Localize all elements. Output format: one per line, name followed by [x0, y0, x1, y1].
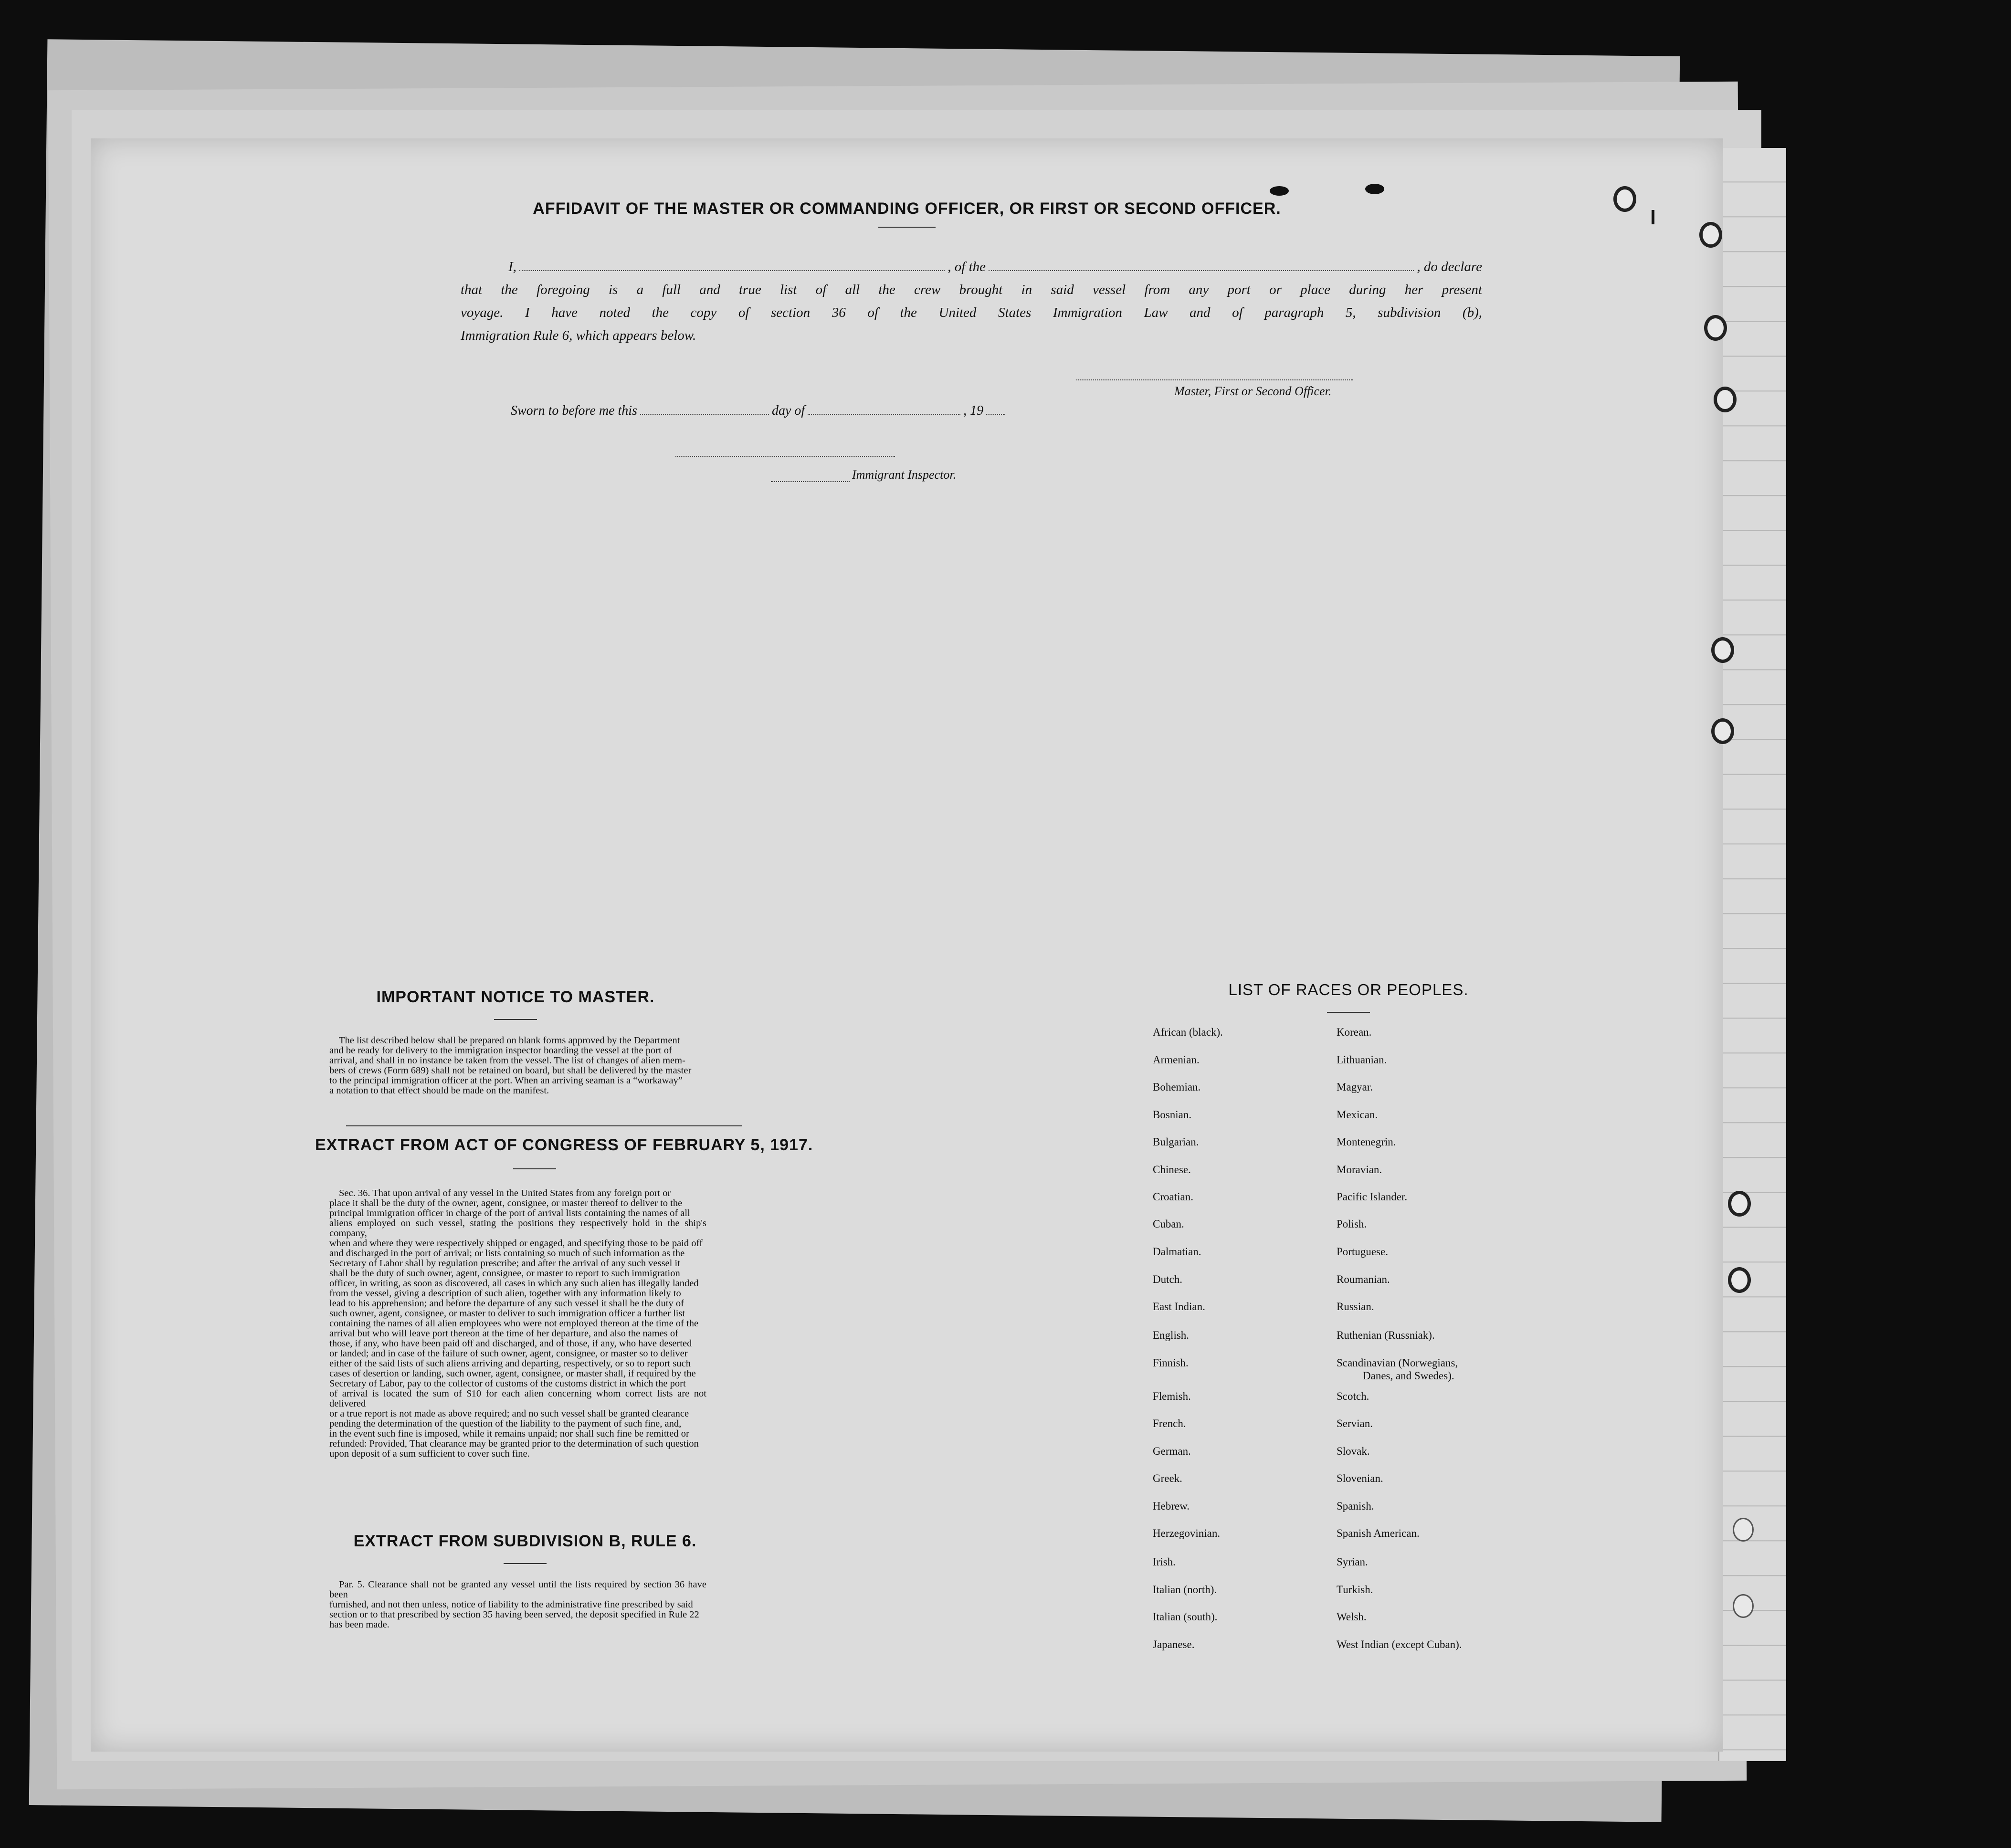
sworn-day-label: day of	[771, 403, 805, 418]
rule-line: Par. 5. Clearance shall not be granted any vessel until the lists required by section 36 have been	[329, 1579, 706, 1600]
notice-line: The list described below shall be prepared on blank forms approved by the Department	[339, 1035, 680, 1046]
vessel-label: , of the	[948, 259, 986, 274]
act-line: shall be the duty of such owner, agent, consignee, or master to report to such immigration	[329, 1268, 680, 1279]
act-line: such owner, agent, consignee, or master to deliver to such immigration officer a further list	[329, 1308, 685, 1319]
rule-line: section or to that prescribed by section 35 having been served, the deposit specified in Rule 22	[329, 1609, 699, 1620]
act-line: containing the names of all alien employees who were not employed thereon at the time of the	[329, 1318, 699, 1329]
punch-hole	[1704, 315, 1727, 341]
race-item: Pacific Islander.	[1337, 1191, 1408, 1203]
race-item: Slovak.	[1337, 1445, 1370, 1457]
race-item: Mexican.	[1337, 1109, 1378, 1121]
races-title: LIST OF RACES OR PEOPLES.	[1228, 981, 1469, 998]
signature-line	[1076, 379, 1353, 380]
act-line: lead to his apprehension; and before the departure of any such vessel it shall be the duty of	[329, 1298, 684, 1309]
notice-line: a notation to that effect should be made on the manifest.	[329, 1085, 549, 1096]
race-item: Greek.	[1153, 1472, 1182, 1484]
sworn-label: Sworn to before me this	[511, 403, 637, 418]
notice-line: to the principal immigration officer at the port. When an arriving seaman is a “workaway”	[329, 1075, 683, 1086]
notice-line: arrival, and shall in no instance be taken from the vessel. The list of changes of alien mem-	[329, 1055, 685, 1066]
manifest-page	[91, 138, 1723, 1752]
declaration-line-1	[461, 255, 1482, 278]
act-line: Sec. 36. That upon arrival of any vessel in the United States from any foreign port or	[339, 1188, 671, 1198]
ink-mark	[1365, 184, 1384, 194]
act-line: Secretary of Labor shall by regulation prescribe; and after the arrival of any such vessel it	[329, 1258, 680, 1269]
declarant-label: I,	[508, 259, 516, 274]
race-item: Bohemian.	[1153, 1081, 1201, 1093]
race-item: Italian (south).	[1153, 1611, 1218, 1623]
punch-hole	[1699, 222, 1722, 248]
race-item: East Indian.	[1153, 1301, 1205, 1312]
race-item: Turkish.	[1337, 1584, 1373, 1596]
act-line: those, if any, who have been paid off and discharged, and of those, if any, who have deserted	[329, 1338, 692, 1349]
act-line: and discharged in the port of arrival; or lists containing so much of such information as the	[329, 1248, 685, 1259]
rule-line: furnished, and not then unless, notice of liability to the administrative fine prescribed by said	[329, 1599, 693, 1610]
race-item: Finnish.	[1153, 1357, 1189, 1369]
race-item: West Indian (except Cuban).	[1337, 1638, 1462, 1650]
notice-line: and be ready for delivery to the immigration inspector boarding the vessel at the port of	[329, 1045, 672, 1056]
race-item: Hebrew.	[1153, 1500, 1190, 1512]
race-item: Spanish American.	[1337, 1527, 1420, 1539]
race-item: Lithuanian.	[1337, 1054, 1387, 1066]
punch-hole	[1714, 387, 1737, 412]
inspector-leader	[771, 481, 850, 482]
race-item: Dutch.	[1153, 1273, 1182, 1285]
act-line: aliens employed on such vessel, stating the positions they respectively hold in the ship's company,	[329, 1218, 706, 1239]
race-item: German.	[1153, 1445, 1191, 1457]
notice-text	[329, 1036, 706, 1096]
race-item: Roumanian.	[1337, 1273, 1390, 1285]
declarant-name-field	[519, 270, 945, 271]
race-item: Korean.	[1337, 1026, 1372, 1038]
race-item: Bosnian.	[1153, 1109, 1192, 1121]
declaration-line-4: Immigration Rule 6, which appears below.	[461, 328, 696, 343]
extract-rule-title: EXTRACT FROM SUBDIVISION B, RULE 6.	[353, 1532, 697, 1550]
race-item: Croatian.	[1153, 1191, 1193, 1203]
declare-label: , do declare	[1417, 259, 1482, 274]
act-line: of arrival is located the sum of $10 for each alien concerning whom correct lists are not delivered	[329, 1388, 706, 1409]
sworn-date-field	[640, 414, 769, 415]
act-line: upon deposit of a sum sufficient to cover such fine.	[329, 1449, 530, 1459]
notice-title: IMPORTANT NOTICE TO MASTER.	[376, 988, 655, 1006]
race-item: Moravian.	[1337, 1164, 1382, 1176]
race-item: Irish.	[1153, 1556, 1176, 1568]
punch-hole	[1711, 718, 1734, 744]
race-item: English.	[1153, 1329, 1190, 1341]
act-line: principal immigration officer in charge of the port of arrival lists containing the names of all	[329, 1208, 690, 1218]
punch-hole	[1733, 1594, 1754, 1618]
notice-rule	[494, 1019, 537, 1020]
race-item: Chinese.	[1153, 1164, 1191, 1176]
notice-end-rule	[346, 1125, 742, 1126]
race-item: Portuguese.	[1337, 1246, 1388, 1258]
punch-hole	[1728, 1267, 1751, 1293]
race-item: Bulgarian.	[1153, 1136, 1199, 1148]
race-item: African (black).	[1153, 1026, 1223, 1038]
act-line: Secretary of Labor, pay to the collector of customs of the customs district in which the port	[329, 1378, 686, 1389]
extract-act-text	[329, 1188, 706, 1459]
ink-mark	[1270, 186, 1289, 196]
race-item: Armenian.	[1153, 1054, 1200, 1066]
sworn-year-field	[986, 414, 1005, 415]
act-line: or landed; and in case of the failure of such owner, agent, consignee, or master so to deliver	[329, 1348, 688, 1359]
race-item: Syrian.	[1337, 1556, 1368, 1568]
act-line: in the event such fine is imposed, while it remains unpaid; nor shall such fine be remitted or	[329, 1428, 689, 1439]
race-item: Scandinavian (Norwegians,	[1337, 1357, 1458, 1369]
punch-hole	[1711, 637, 1734, 663]
inspector-label: Immigrant Inspector.	[852, 468, 957, 482]
punch-hole	[1728, 1191, 1751, 1217]
sworn-month-field	[808, 414, 960, 415]
extract-rule-rule	[504, 1563, 547, 1564]
vessel-name-field	[989, 270, 1414, 271]
race-item: Scotch.	[1337, 1390, 1369, 1402]
race-item: Russian.	[1337, 1301, 1374, 1312]
sworn-year-label: , 19	[963, 403, 984, 418]
race-item: Dalmatian.	[1153, 1246, 1201, 1258]
extract-act-rule	[513, 1168, 556, 1169]
race-item: Slovenian.	[1337, 1472, 1383, 1484]
race-item: Japanese.	[1153, 1638, 1195, 1650]
punch-hole	[1733, 1518, 1754, 1542]
act-line: from the vessel, giving a description of such alien, together with any information likely to	[329, 1288, 681, 1299]
rule-line: has been made.	[329, 1619, 390, 1630]
act-line: arrival but who will leave port thereon at the time of her departure, and also the names of	[329, 1328, 678, 1339]
race-item: Cuban.	[1153, 1218, 1184, 1230]
race-item: Magyar.	[1337, 1081, 1373, 1093]
declaration-line-3: voyage. I have noted the copy of section 36 of the United States Immigration Law and of paragraph 5, subdivision (b),	[461, 305, 1482, 320]
race-item: Danes, and Swedes).	[1363, 1370, 1454, 1382]
title-rule	[878, 227, 936, 228]
affidavit-title: AFFIDAVIT OF THE MASTER OR COMMANDING OFFICER, OR FIRST OR SECOND OFFICER.	[533, 200, 1281, 218]
race-item: Flemish.	[1153, 1390, 1191, 1402]
act-line: refunded: Provided, That clearance may be granted prior to the determination of such question	[329, 1438, 699, 1449]
race-item: Servian.	[1337, 1418, 1373, 1429]
act-line: or a true report is not made as above required; and no such vessel shall be granted clearance	[329, 1408, 689, 1419]
act-line: pending the determination of the question of the liability to the payment of such fine, and,	[329, 1418, 682, 1429]
race-item: Herzegovinian.	[1153, 1527, 1221, 1539]
extract-act-title: EXTRACT FROM ACT OF CONGRESS OF FEBRUARY 5, 1917.	[315, 1136, 813, 1154]
signature-label: Master, First or Second Officer.	[1174, 384, 1332, 398]
inspector-signature-line	[675, 456, 895, 457]
race-item: Spanish.	[1337, 1500, 1374, 1512]
race-item: Polish.	[1337, 1218, 1367, 1230]
declaration	[461, 255, 1482, 347]
race-item: Welsh.	[1337, 1611, 1367, 1623]
race-item: French.	[1153, 1418, 1186, 1429]
extract-rule-text	[329, 1580, 706, 1630]
sworn-line	[511, 403, 1008, 419]
notice-line: bers of crews (Form 689) shall not be retained on board, but shall be delivered by the master	[329, 1065, 692, 1076]
declaration-line-2: that the foregoing is a full and true list of all the crew brought in said vessel from any port or place during her present	[461, 282, 1482, 297]
race-item: Italian (north).	[1153, 1584, 1217, 1596]
races-rule	[1327, 1012, 1370, 1013]
race-item: Ruthenian (Russniak).	[1337, 1329, 1435, 1341]
act-line: either of the said lists of such aliens arriving and departing, respectively, or so to report such	[329, 1358, 691, 1369]
act-line: place it shall be the duty of the owner, agent, consignee, or master thereof to deliver to the	[329, 1198, 683, 1208]
act-line: when and where they were respectively shipped or engaged, and specifying those to be paid off	[329, 1238, 703, 1249]
race-item: Montenegrin.	[1337, 1136, 1396, 1148]
act-line: officer, in writing, as soon as discovered, all cases in which any such alien has illegally landed	[329, 1278, 699, 1289]
act-line: cases of desertion or landing, such owner, agent, consignee, or master shall, if required by the	[329, 1368, 696, 1379]
